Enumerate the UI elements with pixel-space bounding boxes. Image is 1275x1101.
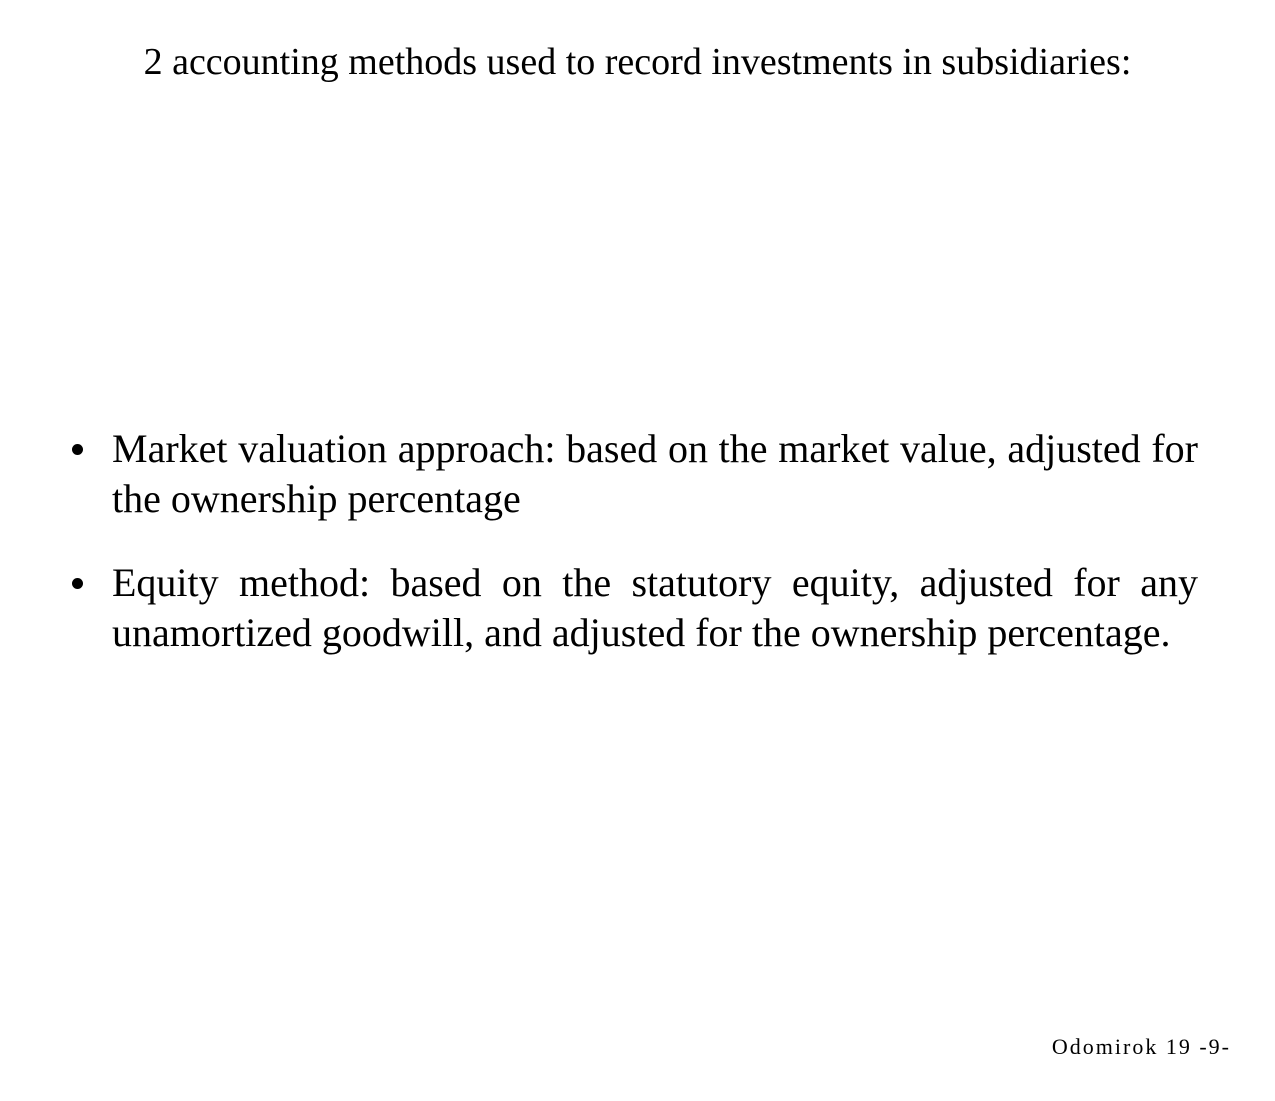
bullet-dot-icon — [72, 444, 83, 455]
bullet-text: Market valuation approach: based on the market value, adjusted for the ownership percentage — [112, 426, 1198, 521]
bullet-text: Equity method: based on the statutory equity, adjusted for any unamortized goodwill, and adjusted for the ownership percentage. — [112, 560, 1198, 655]
footer-page-number: -9- — [1199, 1034, 1231, 1059]
bullet-market-valuation — [68, 424, 1198, 524]
bullet-equity-method — [68, 558, 1198, 658]
slide-title: 2 accounting methods used to record investments in subsidiaries: — [143, 41, 1132, 83]
footer-author: Odomirok 19 — [1051, 1034, 1192, 1059]
method-list — [68, 424, 1198, 658]
bullet-dot-icon — [72, 578, 83, 589]
page-footer — [1052, 1033, 1231, 1061]
